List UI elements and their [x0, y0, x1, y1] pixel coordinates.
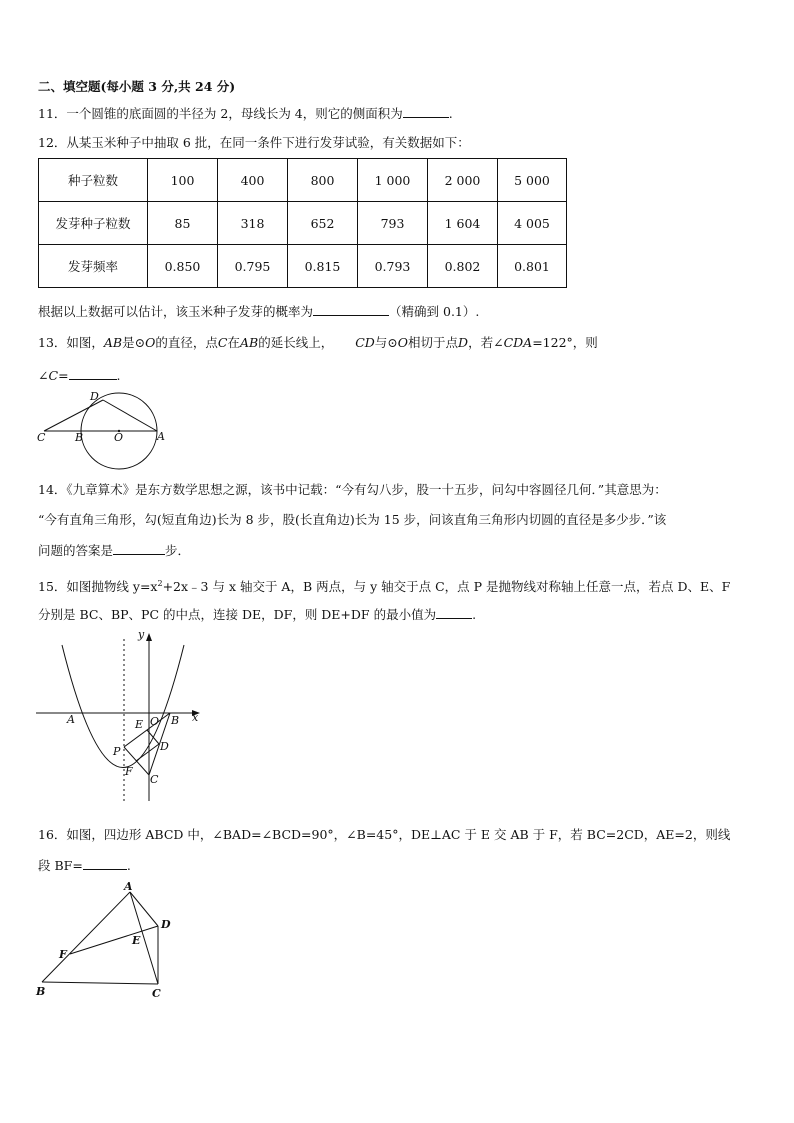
- label-p: P: [113, 745, 121, 758]
- q13-t: ∠: [38, 368, 49, 383]
- table-cell: 5 000: [498, 159, 567, 202]
- q16-t: .: [126, 858, 131, 873]
- q13-t: C: [48, 368, 59, 383]
- question-12: 12．从某玉米种子中抽取 6 批，在同一条件下进行发芽试验，有关数据如下：: [38, 135, 470, 150]
- question-13: [38, 334, 598, 352]
- table-cell: 652: [288, 202, 358, 245]
- label-x: x: [192, 711, 199, 724]
- table-cell: 800: [288, 159, 358, 202]
- q13-answer-blank[interactable]: [69, 366, 117, 380]
- label-b: B: [36, 985, 46, 998]
- q13-t: =: [58, 368, 69, 383]
- question-14-line3: [38, 541, 190, 560]
- table-cell: 4 005: [498, 202, 567, 245]
- table-row: [39, 202, 567, 245]
- row-label: 发芽频率: [39, 245, 148, 288]
- q12-after-text: 根据以上数据可以估计，该玉米种子发芽的概率为: [38, 304, 314, 319]
- q13-t: ，若∠: [468, 335, 504, 350]
- q13-t: .: [116, 368, 121, 383]
- table-cell: 1 604: [428, 202, 498, 245]
- line-df: [136, 744, 159, 761]
- q15-sup: 2: [157, 579, 163, 588]
- q13-t: 的直径，点: [155, 335, 218, 350]
- line-da: [130, 892, 158, 926]
- label-a: A: [124, 880, 133, 893]
- germination-table: [38, 158, 567, 288]
- label-e: E: [135, 718, 144, 731]
- row-label: 种子粒数: [39, 159, 148, 202]
- label-o: O: [150, 715, 160, 728]
- label-b: B: [171, 714, 180, 727]
- q13-t: D: [458, 335, 469, 350]
- q16-t: 段 BF=: [38, 858, 83, 873]
- label-c: C: [152, 987, 161, 1000]
- y-arrow: [146, 633, 152, 641]
- line-cd: [44, 400, 103, 431]
- q15-t: .: [472, 607, 477, 622]
- q14-t: 问题的答案是: [38, 543, 114, 558]
- table-cell: 318: [218, 202, 288, 245]
- label-d: D: [161, 918, 171, 931]
- label-c: C: [37, 431, 46, 444]
- line-bc: [42, 982, 158, 984]
- table-cell: 1 000: [358, 159, 428, 202]
- q11-end: .: [448, 106, 453, 121]
- question-16-line2: [38, 856, 131, 875]
- q11-answer-blank[interactable]: [403, 104, 449, 118]
- q12-after-end: （精确到 0.1）.: [389, 304, 480, 319]
- label-c: C: [150, 773, 159, 786]
- q14-answer-blank[interactable]: [113, 541, 165, 555]
- q13-t: O: [145, 335, 156, 350]
- label-o: O: [114, 431, 124, 444]
- table-cell: 0.795: [218, 245, 288, 288]
- q13-t: CDA: [503, 335, 533, 350]
- table-row: [39, 245, 567, 288]
- q13-t: AB: [239, 335, 259, 350]
- q15-t: 15．如图抛物线 y=x: [38, 579, 158, 595]
- q12-answer-blank[interactable]: [313, 302, 389, 316]
- q13-t: 与⊙: [374, 335, 398, 350]
- table-cell: 400: [218, 159, 288, 202]
- label-a: A: [157, 430, 165, 443]
- table-cell: 0.850: [148, 245, 218, 288]
- question-14-line1: 14．《九章算术》是东方数学思想之源，该书中记载：“今有勾八步，股一十五步，问勾中容圆径几何．”其意思为：: [38, 482, 667, 497]
- table-cell: 0.793: [358, 245, 428, 288]
- q13-t: =122°，则: [532, 335, 598, 350]
- label-y: y: [138, 628, 145, 641]
- question-15-line1: [38, 575, 730, 596]
- table-cell: 85: [148, 202, 218, 245]
- q13-t: 相切于点: [408, 335, 459, 350]
- q13-t: 13．如图，: [38, 335, 104, 350]
- q13-circle-figure: [30, 388, 180, 472]
- question-15-line2: [38, 605, 476, 624]
- q13-t: C: [217, 335, 228, 350]
- line-ab: [42, 892, 130, 982]
- q13-t: AB: [103, 335, 123, 350]
- q12-follow-up: [38, 302, 479, 321]
- table-cell: 0.801: [498, 245, 567, 288]
- table-row: [39, 159, 567, 202]
- table-cell: 793: [358, 202, 428, 245]
- label-d: D: [160, 740, 169, 753]
- question-13-line2: [38, 366, 121, 385]
- question-11: [38, 104, 453, 123]
- label-f: F: [59, 948, 67, 961]
- section-title: 二、填空题(每小题 3 分,共 24 分): [38, 79, 236, 94]
- q15-t: +2x﹣3 与 x 轴交于 A，B 两点，与 y 轴交于点 C，点 P 是抛物线对称轴上任意一点，若点 D、E、F: [162, 579, 731, 595]
- row-label: 发芽种子粒数: [39, 202, 148, 245]
- q14-t: 步．: [165, 543, 191, 558]
- q13-t: 的延长线上，: [258, 335, 334, 350]
- table-cell: 0.802: [428, 245, 498, 288]
- q16-quadrilateral-figure: [30, 878, 190, 1004]
- q13-t: CD: [355, 335, 375, 350]
- line-da: [103, 400, 157, 431]
- table-cell: 100: [148, 159, 218, 202]
- label-f: F: [125, 765, 133, 778]
- label-d: D: [90, 390, 99, 403]
- label-e: E: [132, 934, 141, 947]
- q15-parabola-figure: [34, 625, 214, 805]
- table-cell: 0.815: [288, 245, 358, 288]
- q15-t: 分别是 BC、BP、PC 的中点，连接 DE，DF，则 DE+DF 的最小值为: [38, 607, 437, 622]
- question-14-line2: “今有直角三角形，勾(短直角边)长为 8 步，股(长直角边)长为 15 步，问该直角三角形内切圆的直径是多少步．”该: [38, 512, 667, 527]
- label-a: A: [67, 713, 75, 726]
- q11-text: 11．一个圆锥的底面圆的半径为 2，母线长为 4，则它的侧面积为: [38, 106, 403, 121]
- q16-answer-blank[interactable]: [83, 856, 127, 870]
- label-b: B: [75, 431, 84, 444]
- table-cell: 2 000: [428, 159, 498, 202]
- q13-t: O: [397, 335, 409, 350]
- q13-t: 在: [227, 335, 240, 350]
- q15-answer-blank[interactable]: [436, 605, 472, 619]
- q13-t: 是⊙: [122, 335, 146, 350]
- question-16-line1: 16．如图，四边形 ABCD 中，∠BAD=∠BCD=90°，∠B=45°，DE⊥AC 于 E 交 AB 于 F，若 BC=2CD，AE=2，则线: [38, 827, 731, 842]
